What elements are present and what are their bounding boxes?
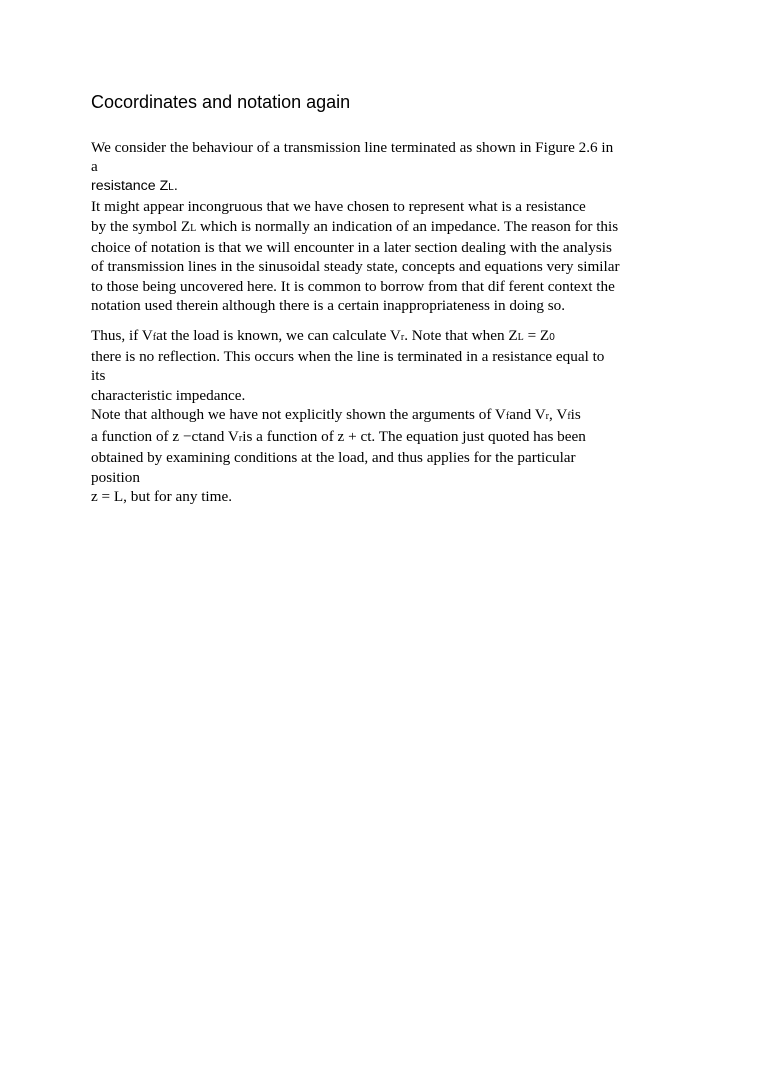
p1-line-3 <box>91 177 681 197</box>
p2-line-5-c: , V <box>549 406 568 424</box>
p2-line-5-d: is <box>570 406 581 424</box>
p2-line-1-a: Thus, if V <box>91 326 153 344</box>
p1-line-3-text: resistance Z <box>91 177 169 194</box>
p2-line-6-a: a function of z −ctand V <box>91 427 239 445</box>
p2-line-1-d: = Z <box>523 326 550 344</box>
p2-line-6-b: is a function of z + ct. The equation just quoted has been <box>242 427 586 445</box>
p1-line-5-tail: which is normally an indication of an impedance. The reason for this <box>196 217 619 235</box>
subscript-L: L <box>190 222 197 234</box>
p1-line-7: of transmission lines in the sinusoidal steady state, concepts and equations very similar <box>91 258 620 276</box>
paragraph-2 <box>91 326 681 507</box>
p1-line-4: It might appear incongruous that we have chosen to represent what is a resistance <box>91 198 586 216</box>
subscript-L: L <box>168 181 174 193</box>
paragraph-gap <box>91 316 681 326</box>
p2-line-6 <box>91 427 681 448</box>
subscript-f: f <box>152 331 157 343</box>
subscript-L: L <box>517 331 524 343</box>
subscript-r: r <box>238 432 243 444</box>
subscript-f: f <box>505 411 510 423</box>
subscript-r: r <box>545 411 550 423</box>
p2-line-4: characteristic impedance. <box>91 386 246 404</box>
p2-line-5-b: and V <box>509 406 546 424</box>
p2-line-7: obtained by examining conditions at the load, and thus applies for the particular <box>91 449 576 467</box>
p1-line-1: We consider the behaviour of a transmission line terminated as shown in Figure 2.6 in <box>91 139 614 156</box>
subscript-f: f <box>567 411 571 423</box>
p1-line-8: to those being uncovered here. It is common to borrow from that dif ferent context the <box>91 277 615 295</box>
p1-line-3-tail: . <box>173 177 178 194</box>
p1-line-2: a <box>91 158 98 176</box>
p2-line-3: its <box>91 367 106 385</box>
p2-line-1 <box>91 326 681 347</box>
p1-line-9: notation used therein although there is a certain inappropriateness in doing so. <box>91 297 566 315</box>
p1-line-5-text: by the symbol Z <box>91 217 191 235</box>
p2-line-8: position <box>91 468 140 486</box>
p2-line-9: z = L, but for any time. <box>91 487 232 505</box>
subscript-0: 0 <box>549 331 555 343</box>
p1-line-6: choice of notation is that we will encounter in a later section dealing with the analysis <box>91 239 612 257</box>
paragraph-1 <box>91 138 681 316</box>
p2-line-5-a: Note that although we have not explicitly shown the arguments of V <box>91 406 506 424</box>
section-heading: Cocordinates and notation again <box>91 92 351 112</box>
document-page <box>91 90 681 506</box>
subscript-r: r <box>400 331 405 343</box>
p2-line-1-c: . Note that when Z <box>404 326 518 344</box>
p2-line-2: there is no reflection. This occurs when the line is terminated in a resistance equal to <box>91 348 605 366</box>
p1-line-5 <box>91 217 681 238</box>
p2-line-1-b: at the load is known, we can calculate V <box>156 326 401 344</box>
p2-line-5 <box>91 405 681 426</box>
